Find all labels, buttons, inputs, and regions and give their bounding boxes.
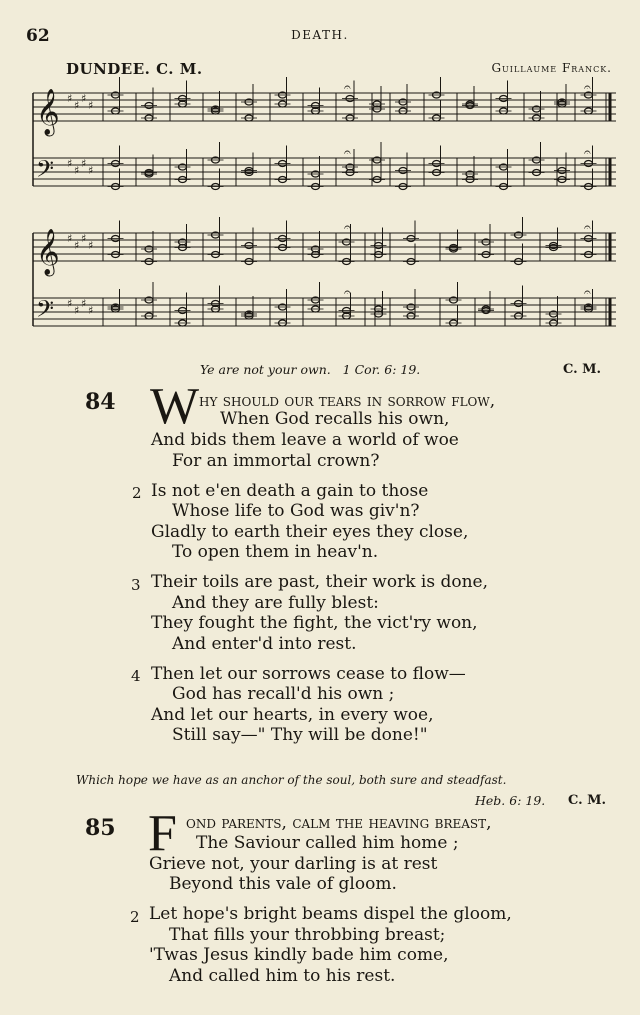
sharp-icon: ♯ xyxy=(74,304,80,317)
stanza-number: 4 xyxy=(131,667,141,685)
dropcap-84: W xyxy=(150,378,200,435)
fermata-icon: 𝄐 xyxy=(584,145,591,159)
composer: Guillaume Franck. xyxy=(491,61,612,75)
hymn-number-84: 84 xyxy=(85,389,116,415)
bass-clef-icon: 𝄢 xyxy=(36,155,55,188)
hymn85-line-1: ond parents, calm the heaving breast, xyxy=(186,813,492,833)
hymn84-s3-line-2: And they are fully blest: xyxy=(172,593,379,613)
hymn84-s3-line-3: They fought the fight, the vict'ry won, xyxy=(151,613,478,633)
meter-84: C. M. xyxy=(563,362,602,377)
fermata-icon: 𝄐 xyxy=(344,80,351,94)
sharp-icon: ♯ xyxy=(67,232,73,245)
hymn-number-85: 85 xyxy=(85,815,116,841)
sharp-icon: ♯ xyxy=(67,297,73,310)
hymn84-s3-line-1: Their toils are past, their work is done, xyxy=(151,572,489,592)
meter-85: C. M. xyxy=(568,793,607,808)
stanza-number: 2 xyxy=(132,484,142,502)
sharp-icon: ♯ xyxy=(88,99,94,112)
epigraph-85-ref: Heb. 6: 19. xyxy=(475,793,546,808)
treble-clef-icon: 𝄞 xyxy=(36,89,60,135)
fermata-icon: 𝄐 xyxy=(584,285,591,299)
hymn85-s2-line-1: Let hope's bright beams dispel the gloom, xyxy=(149,904,512,924)
sharp-icon: ♯ xyxy=(81,157,87,170)
hymn84-s2-line-4: To open them in heav'n. xyxy=(172,542,379,562)
stanza-number: 3 xyxy=(131,576,141,594)
epigraph-84 xyxy=(200,362,420,377)
sharp-icon: ♯ xyxy=(74,164,80,177)
fermata-icon: 𝄐 xyxy=(584,80,591,94)
hymn85-line-2: The Saviour called him home ; xyxy=(196,833,459,853)
treble-clef-icon: 𝄞 xyxy=(36,229,60,275)
epigraph-84-text: Ye are not your own. xyxy=(200,362,331,377)
hymn84-s2-line-1: Is not e'en death a gain to those xyxy=(151,481,429,501)
sharp-icon: ♯ xyxy=(74,99,80,112)
fermata-icon: 𝄐 xyxy=(344,220,351,234)
hymn84-s4-line-4: Still say—" Thy will be done!" xyxy=(172,725,428,745)
sharp-icon: ♯ xyxy=(67,92,73,105)
hymn84-line-3: And bids them leave a world of woe xyxy=(151,430,459,450)
hymn85-s2-line-3: 'Twas Jesus kindly bade him come, xyxy=(149,945,449,965)
hymn84-line-1: hy should our tears in sorrow flow, xyxy=(199,391,496,411)
fermata-icon: 𝄐 xyxy=(344,285,351,299)
sharp-icon: ♯ xyxy=(81,297,87,310)
music-score xyxy=(0,0,640,345)
hymn84-line-4: For an immortal crown? xyxy=(172,451,380,471)
hymn84-s4-line-2: God has recall'd his own ; xyxy=(172,684,395,704)
fermata-icon: 𝄐 xyxy=(344,145,351,159)
stanza-number: 2 xyxy=(130,908,140,926)
bass-clef-icon: 𝄢 xyxy=(36,295,55,328)
hymn84-s4-line-1: Then let our sorrows cease to flow— xyxy=(151,664,466,684)
sharp-icon: ♯ xyxy=(88,239,94,252)
sharp-icon: ♯ xyxy=(88,164,94,177)
fermata-icon: 𝄐 xyxy=(584,220,591,234)
sharp-icon: ♯ xyxy=(81,232,87,245)
epigraph-85-text: Which hope we have as an anchor of the soul, both sure and steadfast. xyxy=(76,773,507,787)
tune-name: DUNDEE. C. M. xyxy=(66,60,203,78)
hymn84-s2-line-3: Gladly to earth their eyes they close, xyxy=(151,522,469,542)
hymn85-s2-line-2: That fills your throbbing breast; xyxy=(169,925,446,945)
sharp-icon: ♯ xyxy=(67,157,73,170)
epigraph-84-ref: 1 Cor. 6: 19. xyxy=(342,362,421,377)
dropcap-85: F xyxy=(148,805,177,862)
sharp-icon: ♯ xyxy=(88,304,94,317)
running-head: DEATH. xyxy=(291,28,349,42)
hymn85-line-4: Beyond this vale of gloom. xyxy=(169,874,397,894)
hymn84-s2-line-2: Whose life to God was giv'n? xyxy=(172,501,420,521)
sharp-icon: ♯ xyxy=(81,92,87,105)
page-number: 62 xyxy=(26,26,50,46)
hymn85-s2-line-4: And called him to his rest. xyxy=(169,966,396,986)
hymn84-s4-line-3: And let our hearts, in every woe, xyxy=(151,705,434,725)
hymn84-line-2: When God recalls his own, xyxy=(220,409,450,429)
hymn84-s3-line-4: And enter'd into rest. xyxy=(172,634,357,654)
hymn85-line-3: Grieve not, your darling is at rest xyxy=(149,854,438,874)
sharp-icon: ♯ xyxy=(74,239,80,252)
